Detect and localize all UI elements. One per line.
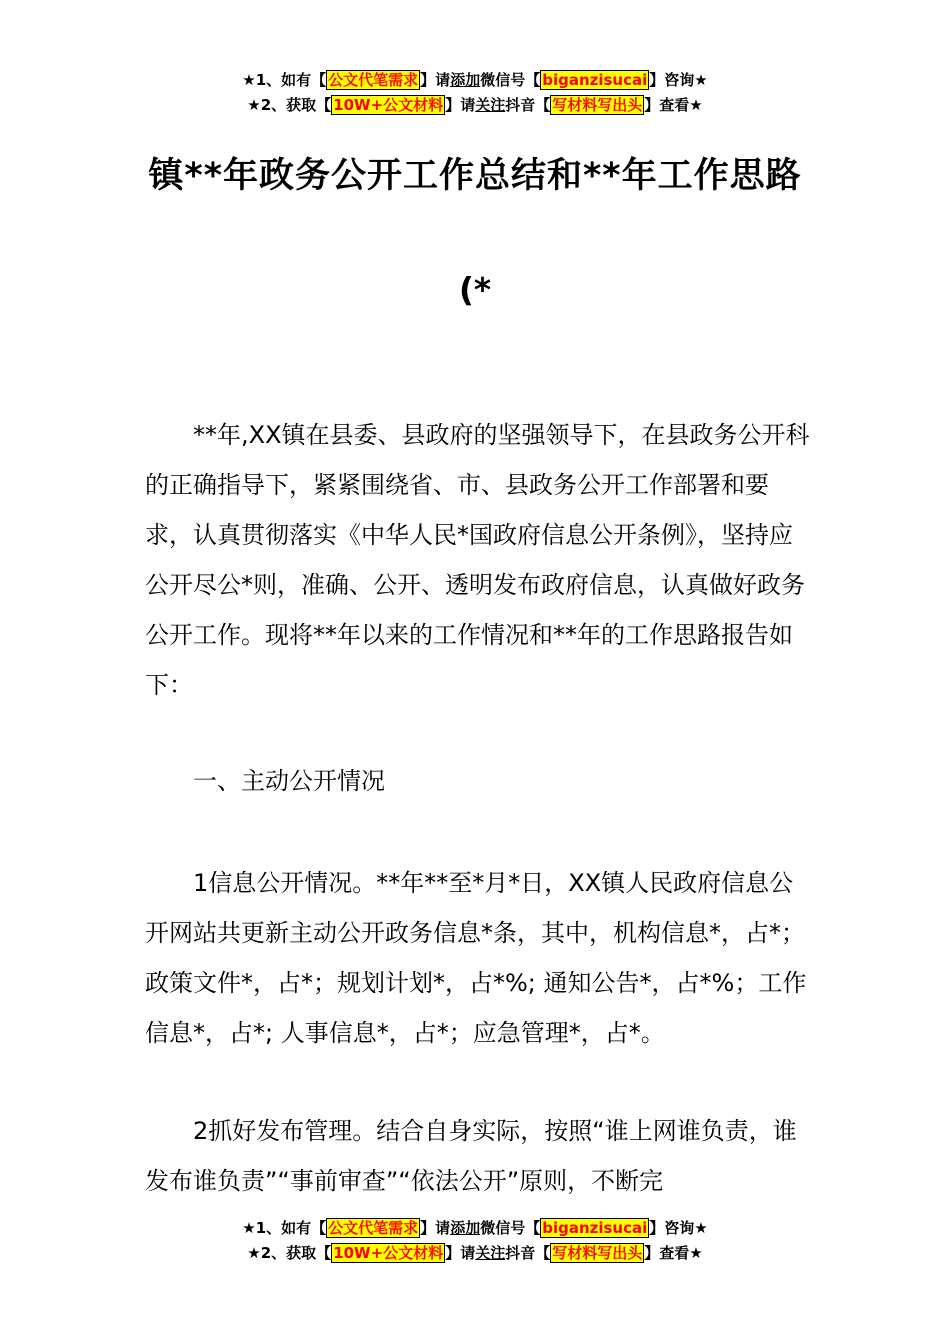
document-title: 镇**年政务公开工作总结和**年工作思路: [148, 156, 802, 196]
paragraph-info-disclosure: 1信息公开情况。**年**至*月*日，XX镇人民政府信息公开网站共更新主动公开政务信息*条，其中，机构信息*，占*；政策文件*，占*；规划计划*，占*%; 通知公告*，占*%；工作信息*，占*; 人事信息*，占*；应急管理*，占*。: [145, 869, 807, 1047]
promo-line-1: ★1、如有【 公文代笔需求 】请添加微信号【 biganzisucai 】咨询★: [242, 71, 708, 89]
promo-line-2: ★2、获取【 10W+公文材料 】请关注抖音【 写材料写出头 】查看★: [247, 1244, 703, 1262]
header-promo-banner: [0, 68, 950, 118]
promo-line-1: ★1、如有【 公文代笔需求 】请添加微信号【 biganzisucai 】咨询★: [242, 1219, 708, 1237]
intro-paragraph: **年,XX镇在县委、县政府的坚强领导下，在县政务公开科的正确指导下，紧紧围绕省、市、县政务公开工作部署和要求，认真贯彻落实《中华人民*国政府信息公开条例》，坚持应公开尽公*则，准确、公开、透明发布政府信息，认真做好政务公开工作。现将**年以来的工作情况和**年的工作思路报告如下：: [145, 421, 810, 699]
paragraph-release-management: 2抓好发布管理。结合自身实际，按照“谁上网谁负责，谁发布谁负责”“事前审查”“依法公开”原则，不断完: [145, 1117, 797, 1195]
highlight-wechat-id: biganzisucai: [542, 1219, 648, 1237]
section-heading-1: 一、主动公开情况: [193, 767, 385, 795]
highlight-douyin-id: 写材料写出头: [552, 1244, 643, 1262]
highlight-douyin-id: 写材料写出头: [552, 96, 643, 114]
highlight-service: 公文代笔需求: [328, 1219, 419, 1237]
highlight-materials: 10W+公文材料: [333, 96, 444, 114]
document-subtitle: (*: [458, 270, 492, 309]
footer-promo-banner: [0, 1216, 950, 1266]
highlight-service: 公文代笔需求: [328, 71, 419, 89]
highlight-wechat-id: biganzisucai: [542, 71, 648, 89]
highlight-materials: 10W+公文材料: [333, 1244, 444, 1262]
promo-line-2: ★2、获取【 10W+公文材料 】请关注抖音【 写材料写出头 】查看★: [247, 96, 703, 114]
